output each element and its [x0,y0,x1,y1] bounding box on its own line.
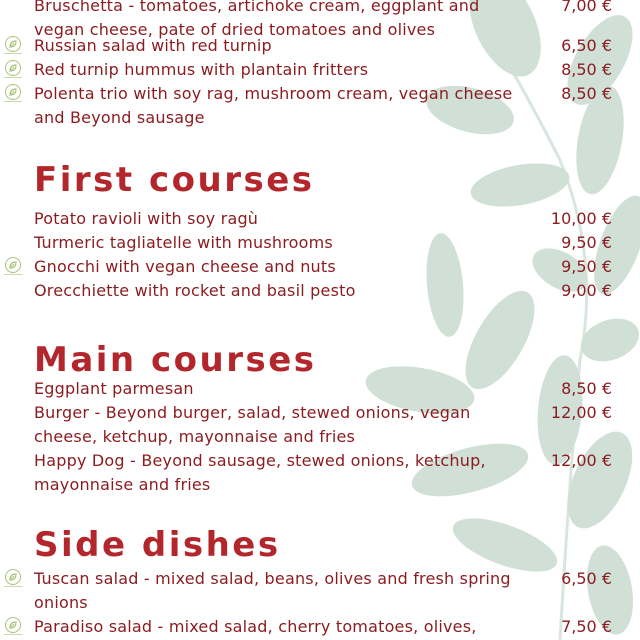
menu-item-name: Polenta trio with soy rag, mushroom cream, vegan cheese and Beyond sausage [34,84,513,127]
leaf-badge-caption [4,634,22,638]
menu-item-name: Paradiso salad - mixed salad, cherry tomatoes, olives, [34,617,477,636]
menu-item-name: Russian salad with red turnip [34,36,272,55]
section-title: Side dishes [34,525,281,565]
leaf-badge-caption [4,53,22,57]
leaf-badge-icon [5,36,21,52]
menu-item-name: Orecchiette with rocket and basil pesto [34,281,356,300]
menu-item-price: 12,00 € [550,451,612,470]
menu-item-price: 8,50 € [561,379,612,398]
menu-item-price: 12,00 € [550,403,612,422]
section-title: First courses [34,160,315,200]
menu-item-name: Bruschetta - tomatoes, artichoke cream, eggplant and vegan cheese, pate of dried tomatoes and olives [34,0,480,39]
menu-item-name: Red turnip hummus with plantain fritters [34,60,369,79]
menu-item-name: Burger - Beyond burger, salad, stewed onions, vegan cheese, ketchup, mayonnaise and fries [34,403,471,446]
leaf-badge-icon [5,84,21,100]
menu-item-price: 10,00 € [550,209,612,228]
leaf-badge-icon [5,569,21,585]
leaf-badge-caption [4,274,22,278]
menu-item-price: 8,50 € [561,84,612,103]
leaf-badge-icon [5,617,21,633]
menu-item-price: 8,50 € [561,60,612,79]
leaf-badge-icon [5,257,21,273]
menu-item-price: 9,50 € [561,233,612,252]
menu-item-price: 6,50 € [561,36,612,55]
leaf-badge-icon [5,60,21,76]
menu-item-price: 7,50 € [561,617,612,636]
menu-item-price: 9,00 € [561,281,612,300]
menu-item-name: Turmeric tagliatelle with mushrooms [34,233,333,252]
leaf-badge-caption [4,586,22,590]
menu-item-price: 9,50 € [561,257,612,276]
leaf-badge-caption [4,101,22,105]
menu-item-name: Eggplant parmesan [34,379,194,398]
menu-item-name: Potato ravioli with soy ragù [34,209,259,228]
menu-item-price: 7,00 € [561,0,612,15]
menu-item-name: Happy Dog - Beyond sausage, stewed onions, ketchup, mayonnaise and fries [34,451,486,494]
section-title: Main courses [34,340,317,380]
menu-item-price: 6,50 € [561,569,612,588]
menu-item-name: Gnocchi with vegan cheese and nuts [34,257,336,276]
menu-item-name: Tuscan salad - mixed salad, beans, olives and fresh spring onions [34,569,511,612]
leaf-badge-caption [4,77,22,81]
